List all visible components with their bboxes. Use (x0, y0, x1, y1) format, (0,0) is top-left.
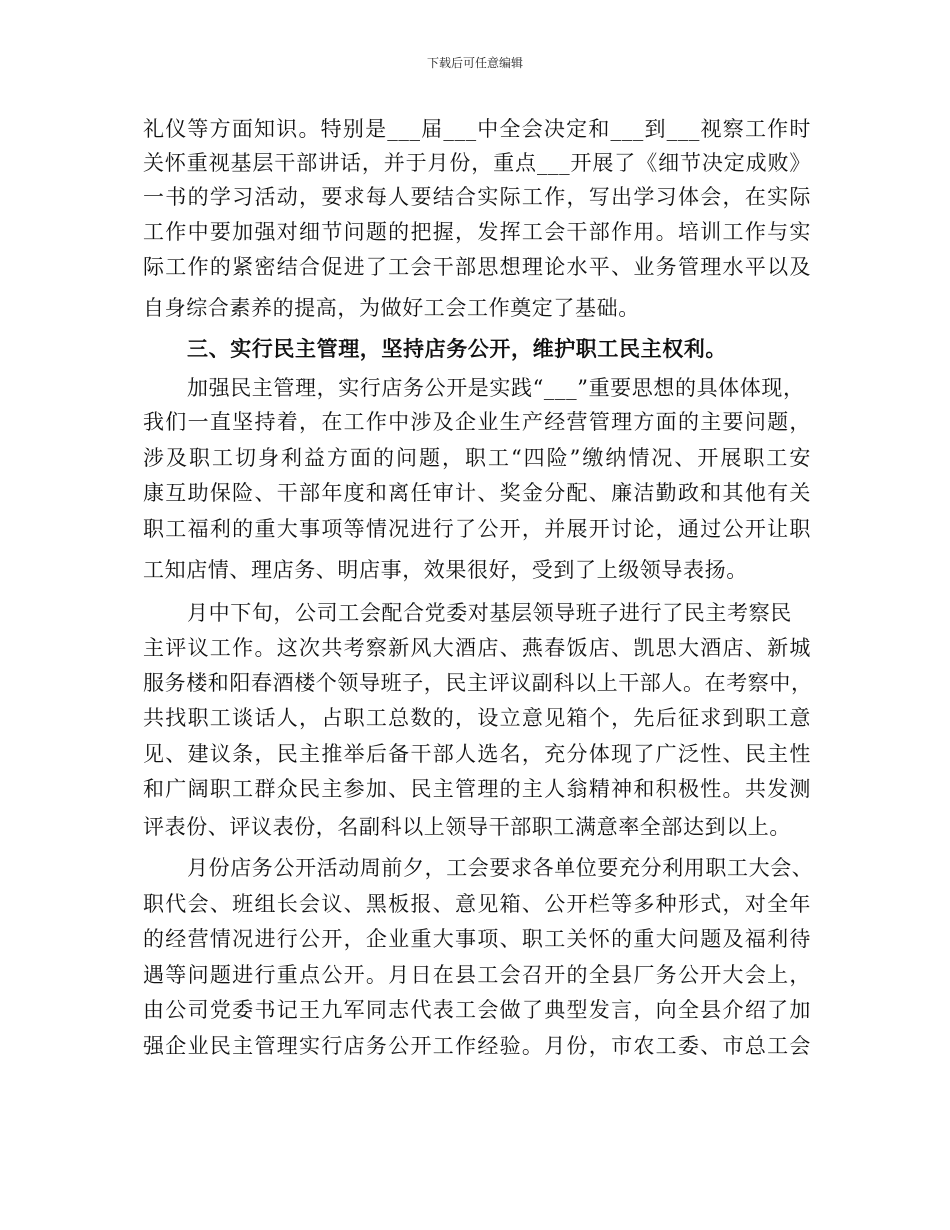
text-line: 我们一直坚持着，在工作中涉及企业生产经营管理方面的主要问题， (143, 410, 811, 434)
text-line: 礼仪等方面知识。特别是___届___中全会决定和___到___视察工作时 (143, 117, 811, 141)
text-line: 月中下旬，公司工会配合党委对基层领导班子进行了民主考察民 (187, 601, 792, 625)
text-line: 际工作的紧密结合促进了工会干部思想理论水平、业务管理水平以及 (143, 255, 811, 279)
text-line: 服务楼和阳春酒楼个领导班子，民主评议副科以上干部人。在考察中， (143, 671, 813, 695)
text-line: 遇等问题进行重点公开。月日在县工会召开的全县厂务公开大会上， (143, 963, 811, 987)
text-line: 共找职工谈话人，占职工总数的，设立意见箱个，先后征求到职工意 (143, 706, 811, 730)
text-line: 涉及职工切身利益方面的问题，职工“四险”缴纳情况、开展职工安 (143, 446, 811, 470)
text-line: 加强民主管理，实行店务公开是实践“___”重要思想的具体体现， (187, 376, 805, 400)
text-line: 工知店情、理店务、明店事，效果很好，受到了上级领导表扬。 (143, 558, 748, 582)
text-line: 见、建议条，民主推举后备干部人选名，充分体现了广泛性、民主性 (143, 742, 811, 766)
text-line: 工作中要加强对细节问题的把握，发挥工会干部作用。培训工作与实 (143, 220, 811, 244)
text-line: 自身综合素养的提高，为做好工会工作奠定了基础。 (143, 296, 640, 320)
text-line: 强企业民主管理实行店务公开工作经验。月份，市农工委、市总工会 (143, 1034, 811, 1058)
section-heading: 三、实行民主管理，坚持店务公开，维护职工民主权利。 (187, 336, 727, 361)
text-line: 的经营情况进行公开，企业重大事项、职工关怀的重大问题及福利待 (143, 927, 811, 951)
text-line: 主评议工作。这次共考察新风大酒店、燕春饭店、凯思大酒店、新城 (143, 636, 811, 660)
text-line: 和广阔职工群众民主参加、民主管理的主人翁精神和积极性。共发测 (143, 777, 811, 801)
text-line: 由公司党委书记王九军同志代表工会做了典型发言，向全县介绍了加 (143, 998, 811, 1022)
text-line: 一书的学习活动，要求每人要结合实际工作，写出学习体会，在实际 (143, 185, 811, 209)
page-header: 下载后可任意编辑 (426, 56, 523, 70)
text-line: 康互助保险、干部年度和离任审计、奖金分配、廉洁勤政和其他有关 (143, 481, 811, 505)
text-line: 评表份、评议表份，名副科以上领导干部职工满意率全部达到以上。 (143, 815, 791, 839)
text-line: 职代会、班组长会议、黑板报、意见箱、公开栏等多种形式，对全年 (143, 892, 811, 916)
text-line: 关怀重视基层干部讲话，并于月份，重点___开展了《细节决定成败》 (143, 151, 811, 175)
text-line: 职工福利的重大事项等情况进行了公开，并展开讨论，通过公开让职 (143, 517, 811, 541)
text-line: 月份店务公开活动周前夕，工会要求各单位要充分利用职工大会、 (187, 856, 814, 880)
